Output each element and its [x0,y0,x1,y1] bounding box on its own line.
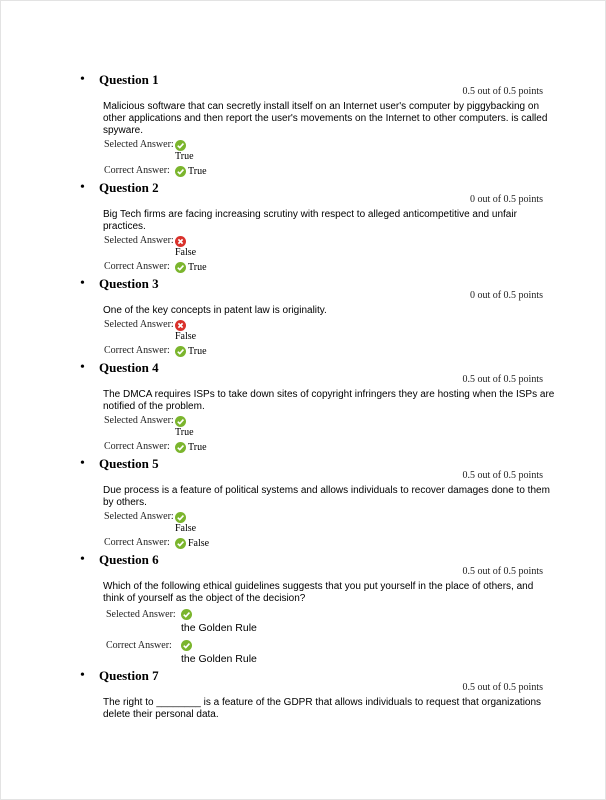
selected-answer-value: False [175,523,197,534]
cross-icon [175,236,186,247]
selected-answer-value: True [175,427,194,438]
question-text: Malicious software that can secretly install itself on an Internet user's computer by piggybacking on other applications and then report the user's movements on the Internet to other computers. is called spyware. [103,101,548,136]
correct-answer-value: True [188,166,207,177]
check-icon [175,346,186,357]
correct-answer-label: Correct Answer: [104,165,170,176]
correct-answer-value: True [188,346,207,357]
check-icon [175,262,186,273]
check-icon [181,640,192,651]
selected-answer-label: Selected Answer: [104,415,174,426]
bullet: • [80,552,85,567]
selected-answer-label: Selected Answer: [104,139,174,150]
correct-answer-value: True [188,262,207,273]
check-icon [175,538,186,549]
correct-answer-label: Correct Answer: [104,345,170,356]
check-icon [175,416,186,427]
selected-answer-value: the Golden Rule [181,622,257,634]
question-points: 0.5 out of 0.5 points [462,682,543,693]
correct-answer-value: the Golden Rule [181,653,257,665]
question-points: 0.5 out of 0.5 points [462,374,543,385]
check-icon [175,140,186,151]
cross-icon [175,320,186,331]
correct-answer-value: True [188,442,207,453]
correct-answer-value: False [188,538,210,549]
question-title: Question 2 [99,180,159,195]
question-title: Question 6 [99,552,159,567]
bullet: • [80,72,85,87]
question-text: Due process is a feature of political systems and allows individuals to recover damages done to them by others. [103,485,550,508]
correct-answer-label: Correct Answer: [106,640,172,651]
selected-answer-value: False [175,331,197,342]
bullet: • [80,180,85,195]
correct-answer-label: Correct Answer: [104,261,170,272]
selected-answer-value: False [175,247,197,258]
correct-answer-label: Correct Answer: [104,441,170,452]
question-title: Question 1 [99,72,159,87]
check-icon [181,609,192,620]
question-points: 0.5 out of 0.5 points [462,470,543,481]
check-icon [175,166,186,177]
question-title: Question 3 [99,276,159,291]
bullet: • [80,276,85,291]
question-points: 0.5 out of 0.5 points [462,86,543,97]
check-icon [175,442,186,453]
bullet: • [80,360,85,375]
selected-answer-label: Selected Answer: [106,609,176,620]
bullet: • [80,456,85,471]
bullet: • [80,668,85,683]
question-title: Question 7 [99,668,159,683]
question-text: Big Tech firms are facing increasing scrutiny with respect to alleged anticompetitive and unfair practices. [103,209,517,232]
question-text: The right to ________ is a feature of the GDPR that allows individuals to request that organizations delete their personal data. [103,697,542,720]
correct-answer-label: Correct Answer: [104,537,170,548]
selected-answer-value: True [175,151,194,162]
selected-answer-label: Selected Answer: [104,511,174,522]
question-text: The DMCA requires ISPs to take down sites of copyright infringers they are hosting when the ISPs are notified of the problem. [103,389,555,412]
question-title: Question 5 [99,456,159,471]
question-text: Which of the following ethical guidelines suggests that you put yourself in the place of others, and think of yourself as the object of the decision? [103,581,534,604]
question-points: 0 out of 0.5 points [469,290,543,301]
check-icon [175,512,186,523]
question-title: Question 4 [99,360,159,375]
question-points: 0 out of 0.5 points [469,194,543,205]
selected-answer-label: Selected Answer: [104,235,174,246]
question-points: 0.5 out of 0.5 points [462,566,543,577]
question-text: One of the key concepts in patent law is originality. [103,305,327,316]
selected-answer-label: Selected Answer: [104,319,174,330]
